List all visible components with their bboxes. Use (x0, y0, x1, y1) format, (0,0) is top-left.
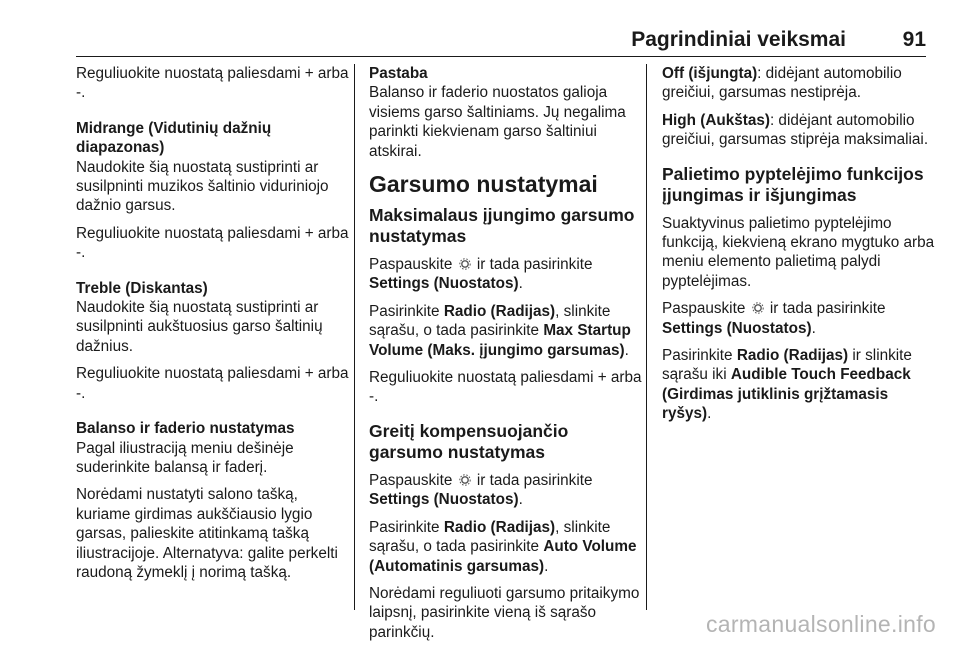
watermark: carmanualsonline.info (705, 611, 936, 637)
paragraph (662, 64, 940, 103)
text-run: : didėjant automobilio greičiui, garsumas nestiprėja. (662, 65, 902, 102)
text-run: Paspauskite (369, 256, 453, 274)
text-run: Pasirinkite (369, 302, 440, 320)
paragraph (369, 471, 647, 510)
paragraph (662, 299, 940, 338)
paragraph (369, 255, 647, 294)
text-run: Paspauskite (662, 300, 746, 318)
section-title: Garsumo nustatymai (369, 171, 598, 198)
paragraph: Reguliuokite nuostatą paliesdami + arba -. (76, 365, 349, 402)
menu-ref: Radio (Radijas) (443, 302, 556, 320)
column-2 (369, 64, 647, 650)
paragraph: Reguliuokite nuostatą paliesdami + arba -. (76, 224, 349, 262)
menu-ref: Audible Touch Feedback (Girdimas jutiklinis grįžtamasis ryšys) (662, 366, 911, 423)
text-run: . (811, 319, 816, 337)
note-text: Balanso ir faderio nuostatos galioja visiems garso šaltiniams. Jų negalima parinkti kiekvienam garso šaltiniui atskirai. (369, 84, 626, 160)
page-title: Pagrindiniai veiksmai (631, 28, 846, 51)
max-volume-heading: Maksimalaus įjungimo garsumo nustatymas (369, 205, 635, 247)
touch-beep-heading: Palietimo pyptelėjimo funkcijos įjungimas ir išjungimas (662, 163, 924, 205)
menu-ref: Settings (Nuostatos) (369, 491, 519, 509)
paragraph: Norėdami reguliuoti garsumo pritaikymo laipsnį, pasirinkite vieną iš sąrašo parinkčių. (369, 584, 640, 641)
menu-ref: Radio (Radijas) (443, 518, 556, 536)
midrange-heading: Midrange (Vidutinių dažnių diapazonas) (76, 119, 272, 157)
menu-ref: Settings (Nuostatos) (369, 275, 519, 293)
gear-icon (752, 302, 764, 314)
paragraph: Reguliuokite nuostatą paliesdami + arba -. (369, 369, 642, 406)
page-header (76, 26, 926, 57)
note-heading: Pastaba (369, 65, 428, 82)
column-3 (662, 64, 940, 432)
text-run: . (518, 491, 523, 509)
paragraph: Naudokite šią nuostatą sustiprinti ar susilpninti aukštuosius garso šaltinių dažnius. (76, 299, 323, 355)
paragraph (662, 346, 940, 424)
text-run: , slinkite sąrašu, o tada pasirinkite (369, 518, 611, 556)
paragraph: Naudokite šią nuostatą sustiprinti ar susilpninti muzikos šaltinio viduriniojo dažnio garsus. (76, 158, 329, 215)
option-label: High (Aukštas) (662, 111, 770, 129)
menu-ref: Settings (Nuostatos) (662, 319, 812, 337)
paragraph (369, 302, 647, 360)
text-run: Pasirinkite (662, 347, 733, 365)
text-run: . (624, 341, 629, 359)
text-run: ir tada pasirinkite (476, 256, 593, 274)
page-number: 91 (902, 28, 926, 51)
gear-icon (459, 474, 471, 486)
text-run: Pasirinkite (369, 518, 440, 536)
option-label: Off (išjungta) (662, 65, 758, 82)
paragraph (662, 111, 940, 150)
column-divider (354, 64, 355, 610)
speed-volume-heading: Greitį kompensuojančio garsumo nustatymas (369, 420, 569, 462)
menu-ref: Radio (Radijas) (736, 347, 849, 365)
menu-ref: Max Startup Volume (Maks. įjungimo garsumas) (369, 322, 631, 359)
paragraph: Reguliuokite nuostatą paliesdami + arba -. (76, 65, 349, 102)
text-run: : didėjant automobilio greičiui, garsumas stiprėja maksimaliai. (662, 111, 929, 149)
treble-heading: Treble (Diskantas) (76, 279, 208, 297)
text-run: ir slinkite sąrašu iki (662, 347, 912, 384)
text-run: ir tada pasirinkite (769, 300, 886, 318)
paragraph: Pagal iliustraciją meniu dešinėje suderinkite balansą ir faderį. (76, 439, 294, 476)
text-run: , slinkite sąrašu, o tada pasirinkite (369, 302, 611, 340)
gear-icon (459, 258, 471, 270)
text-run: . (544, 557, 549, 575)
menu-ref: Auto Volume (Automatinis garsumas) (369, 538, 637, 575)
text-run: ir tada pasirinkite (476, 471, 593, 489)
text-run: . (518, 275, 523, 293)
text-run: Paspauskite (369, 471, 453, 489)
paragraph: Suaktyvinus palietimo pyptelėjimo funkciją, kiekvieną ekrano mygtuko arba meniu elemento palietimą palydi pyptelėjimas. (662, 214, 935, 290)
text-run: . (707, 405, 712, 423)
paragraph (369, 518, 647, 576)
balance-heading: Balanso ir faderio nustatymas (76, 420, 295, 438)
column-1 (76, 64, 354, 590)
paragraph: Norėdami nustatyti salono tašką, kuriame girdimas aukščiausio lygio garsas, palieskite atitinkamą tašką iliustracijoje. Alternatyva: galite perkelti raudoną žymeklį į norimą tašką. (76, 486, 338, 581)
